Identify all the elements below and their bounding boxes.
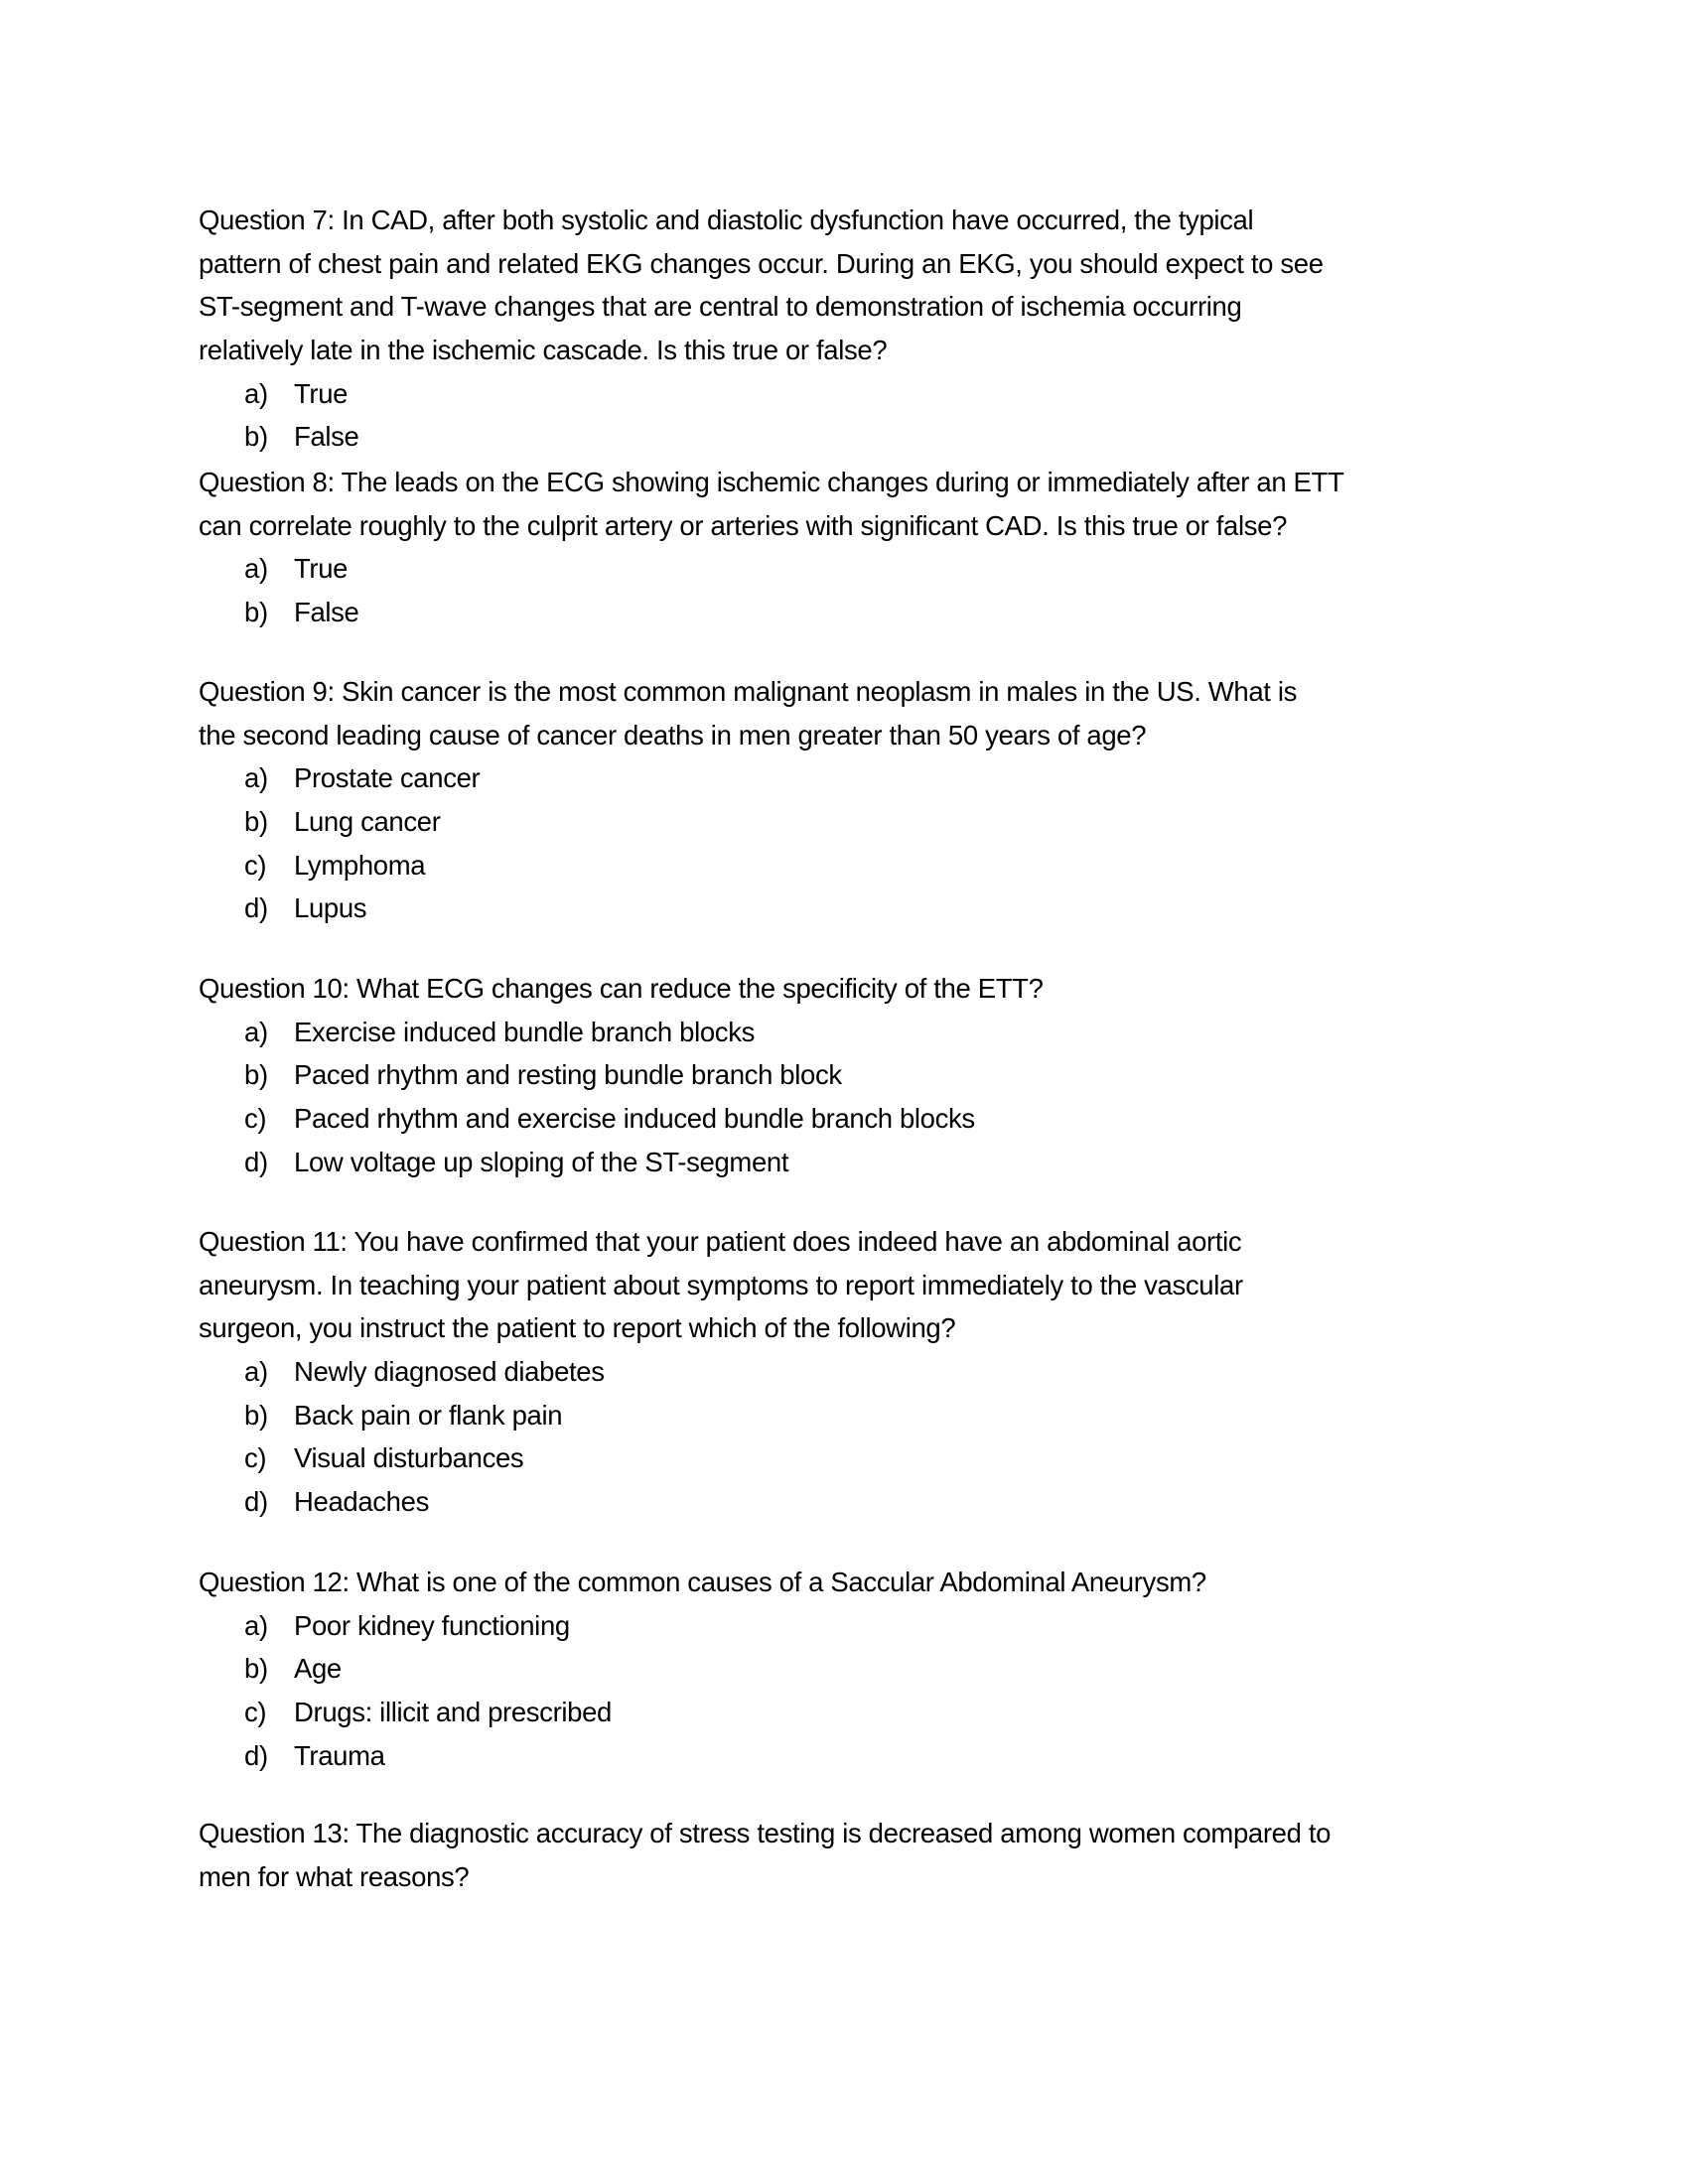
question-text-line: surgeon, you instruct the patient to report which of the following?	[199, 1312, 956, 1344]
answer-option	[199, 887, 1489, 930]
option-text: Low voltage up sloping of the ST-segment	[294, 1146, 789, 1177]
question-10	[199, 967, 1489, 1183]
option-text: Lupus	[294, 892, 367, 924]
question-text-line: Question 7: In CAD, after both systolic and diastolic dysfunction have occurred, the typical	[199, 205, 1254, 235]
option-text: Prostate cancer	[294, 762, 481, 794]
option-text: Lymphoma	[294, 849, 426, 881]
option-text: Headaches	[294, 1486, 429, 1518]
option-letter: a)	[244, 1609, 268, 1641]
question-text-line: Question 9: Skin cancer is the most common malignant neoplasm in males in the US. What is	[199, 676, 1298, 707]
answer-option	[199, 1604, 1489, 1648]
option-letter: b)	[244, 597, 268, 628]
option-text: Drugs: illicit and prescribed	[294, 1697, 612, 1728]
answer-option	[199, 1480, 1489, 1524]
option-letter: a)	[244, 553, 268, 585]
answer-option	[199, 1691, 1489, 1734]
option-text: Newly diagnosed diabetes	[294, 1356, 605, 1388]
question-text-line: Question 11: You have confirmed that your patient does indeed have an abdominal aortic	[199, 1226, 1242, 1257]
option-letter: d)	[244, 1146, 268, 1177]
option-text: True	[294, 553, 349, 585]
question-text-line: pattern of chest pain and related EKG changes occur. During an EKG, you should expect to see	[199, 247, 1324, 279]
question-text-line: ST-segment and T-wave changes that are central to demonstration of ischemia occurring	[199, 291, 1242, 323]
option-text: Exercise induced bundle branch blocks	[294, 1016, 756, 1047]
option-letter: c)	[244, 1103, 267, 1135]
question-text-line: Question 8: The leads on the ECG showing ischemic changes during or immediately after an ETT	[199, 467, 1344, 497]
option-letter: d)	[244, 1739, 268, 1771]
answer-option	[199, 1436, 1489, 1480]
question-13	[199, 1812, 1489, 1898]
answer-option	[199, 1011, 1489, 1054]
option-letter: a)	[244, 762, 268, 794]
answer-option	[199, 1394, 1489, 1437]
question-text-line: men for what reasons?	[199, 1860, 470, 1892]
option-text: Lung cancer	[294, 806, 441, 838]
option-text: False	[294, 597, 359, 628]
answer-option	[199, 372, 1489, 416]
option-text: Paced rhythm and resting bundle branch block	[294, 1059, 842, 1091]
option-text: Back pain or flank pain	[294, 1399, 563, 1431]
option-text: Poor kidney functioning	[294, 1609, 570, 1641]
option-text: False	[294, 421, 359, 453]
option-letter: a)	[244, 377, 268, 409]
option-letter: c)	[244, 1697, 267, 1728]
question-9	[199, 670, 1489, 930]
question-text-line: aneurysm. In teaching your patient about symptoms to report immediately to the vascular	[199, 1269, 1243, 1300]
option-letter: c)	[244, 849, 267, 881]
question-text-line: Question 13: The diagnostic accuracy of stress testing is decreased among women compared to	[199, 1818, 1332, 1848]
option-text: Trauma	[294, 1739, 385, 1771]
option-text: Age	[294, 1653, 342, 1685]
answer-option	[199, 1141, 1489, 1184]
answer-option	[199, 591, 1489, 634]
question-text-line: Question 10: What ECG changes can reduce the specificity of the ETT?	[199, 973, 1044, 1004]
answer-option	[199, 415, 1489, 459]
option-letter: a)	[244, 1016, 268, 1047]
answer-option	[199, 844, 1489, 887]
answer-option	[199, 800, 1489, 844]
option-letter: c)	[244, 1442, 267, 1474]
option-letter: b)	[244, 1653, 268, 1685]
option-text: Visual disturbances	[294, 1442, 524, 1474]
option-letter: b)	[244, 806, 268, 838]
option-letter: b)	[244, 1399, 268, 1431]
answer-option	[199, 1734, 1489, 1778]
answer-option	[199, 1350, 1489, 1394]
answer-option	[199, 1053, 1489, 1097]
question-text-line: the second leading cause of cancer deaths in men greater than 50 years of age?	[199, 719, 1147, 751]
option-letter: b)	[244, 1059, 268, 1091]
answer-option	[199, 547, 1489, 591]
answer-option	[199, 1097, 1489, 1141]
question-text-line: relatively late in the ischemic cascade. Is this true or false?	[199, 335, 888, 366]
question-text-line: Question 12: What is one of the common causes of a Saccular Abdominal Aneurysm?	[199, 1567, 1206, 1597]
question-12	[199, 1561, 1489, 1777]
question-8	[199, 461, 1489, 634]
question-text-line: can correlate roughly to the culprit artery or arteries with significant CAD. Is this true or false?	[199, 509, 1288, 541]
option-letter: d)	[244, 1486, 268, 1518]
answer-option	[199, 1647, 1489, 1691]
option-letter: d)	[244, 892, 268, 924]
option-letter: b)	[244, 421, 268, 453]
question-11	[199, 1220, 1489, 1524]
question-7	[199, 199, 1489, 459]
answer-option	[199, 756, 1489, 800]
option-text: True	[294, 377, 349, 409]
option-text: Paced rhythm and exercise induced bundle branch blocks	[294, 1103, 975, 1135]
option-letter: a)	[244, 1356, 268, 1388]
